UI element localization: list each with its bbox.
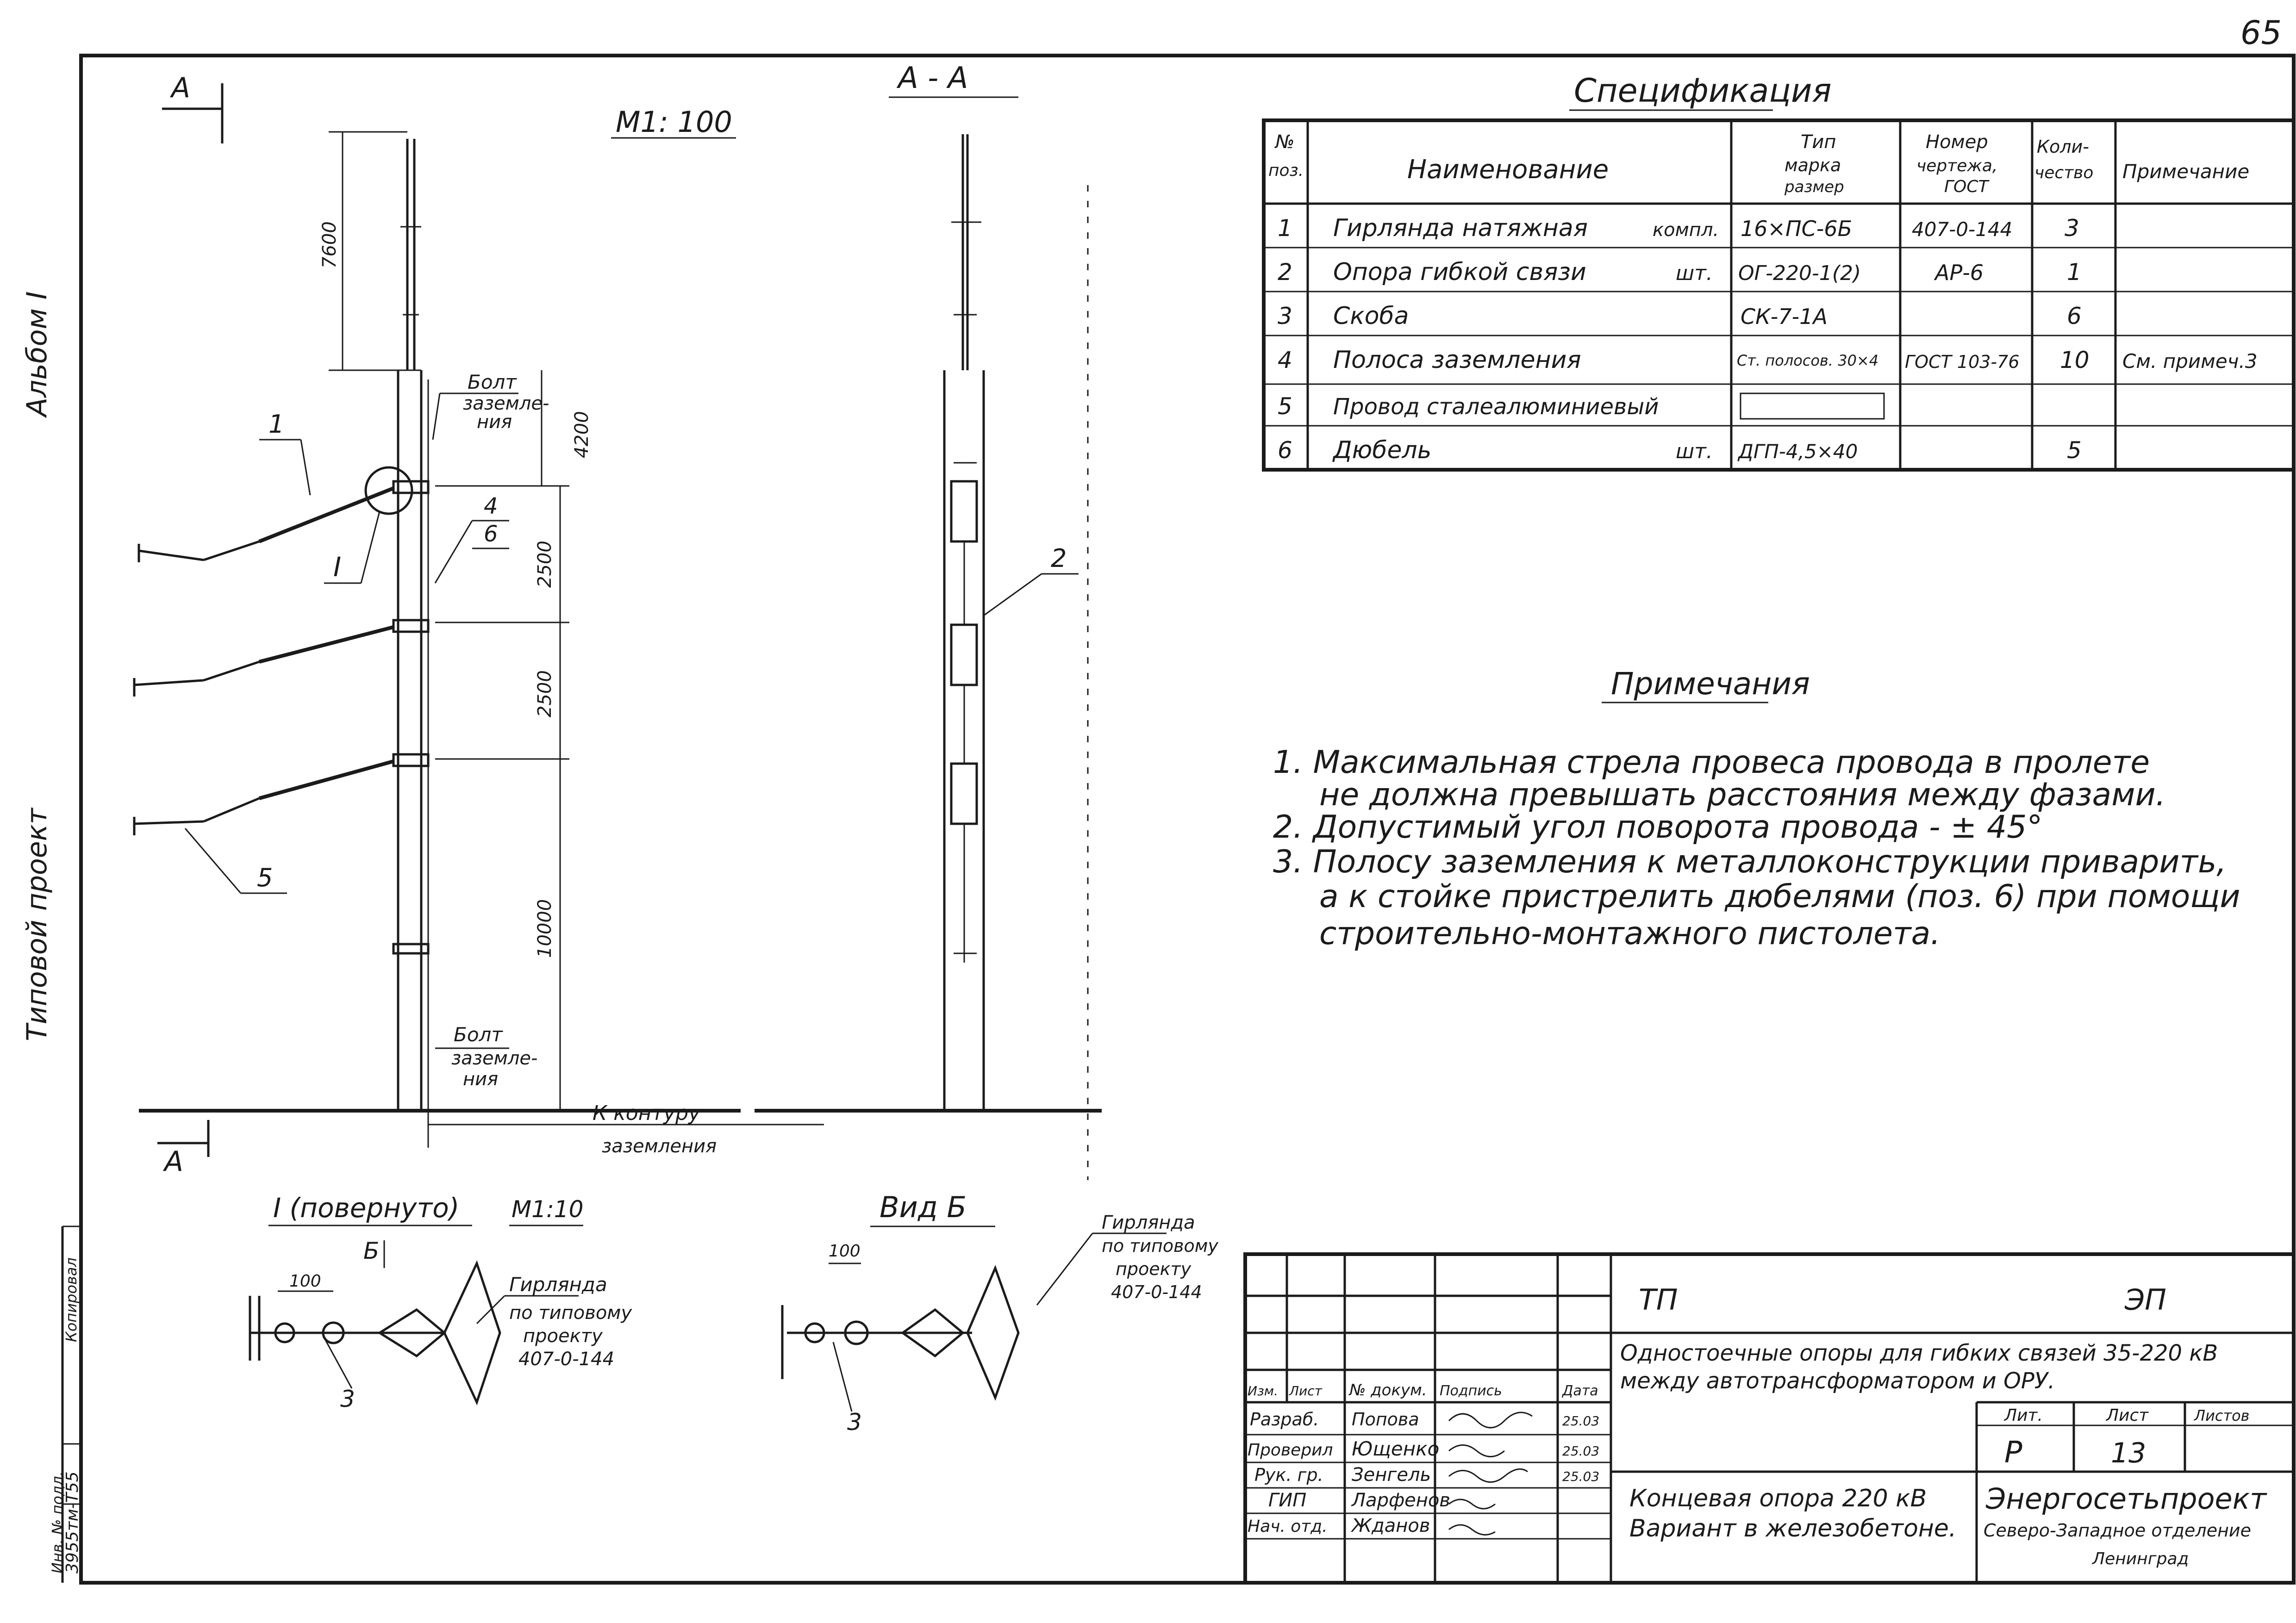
row5-name: Провод сталеалюминиевый — [1333, 394, 1659, 420]
view-b-callout-3: 3 — [847, 1409, 862, 1436]
bolt-top-3: ния — [477, 411, 512, 433]
notes — [1273, 666, 2240, 952]
note-line-4: 3. Полосу заземления к металлоконструкции приварить, — [1273, 844, 2227, 880]
row2-pos: 2 — [1278, 259, 1292, 286]
note-line-5: а к стойке пристрелить дюбелями (поз. 6) при помощи — [1319, 878, 2240, 915]
tb-role-4: ГИП — [1268, 1490, 1307, 1511]
detail-dim-100: 100 — [289, 1272, 321, 1291]
row1-pos: 1 — [1278, 215, 1292, 242]
row6-unit: шт. — [1676, 440, 1713, 463]
bolt-bot-3: ния — [463, 1069, 499, 1090]
row1-unit: компл. — [1653, 219, 1719, 241]
row3-qty: 6 — [2067, 303, 2082, 330]
tb-org-3: Ленинград — [2092, 1549, 2189, 1568]
row1-type: 16×ПС-6Б — [1741, 216, 1853, 241]
section-mark-top: А — [171, 72, 191, 104]
tb-col-sign: Подпись — [1440, 1383, 1502, 1399]
row1-name: Гирлянда натяжная — [1333, 214, 1588, 242]
album-label: Альбом I — [21, 291, 53, 417]
tb-sheet-label: Лист — [2106, 1406, 2149, 1425]
tb-sheet: 13 — [2111, 1437, 2146, 1469]
garland-middle — [134, 627, 393, 696]
note-line-6: строительно-монтажного пистолета. — [1319, 915, 1940, 952]
tb-date-3: 25.03 — [1562, 1469, 1600, 1484]
tb-col-doc: № докум. — [1349, 1381, 1427, 1399]
tb-name-1: Попова — [1352, 1409, 1419, 1430]
hdr-pos-1: № — [1275, 131, 1295, 153]
tb-date-2: 25.03 — [1562, 1443, 1600, 1459]
callout-detail-ref: I — [333, 551, 342, 583]
ground-label-1: К контуру — [593, 1101, 701, 1125]
title-block — [1245, 1254, 2294, 1583]
tb-code-right: ЭП — [2125, 1283, 2166, 1317]
tb-col-date: Дата — [1562, 1383, 1598, 1399]
tb-code-left: ТП — [1639, 1283, 1678, 1317]
hdr-draw-1: Номер — [1926, 131, 1988, 153]
row2-qty: 1 — [2067, 259, 2082, 286]
row4-name: Полоса заземления — [1333, 346, 1581, 374]
row4-note: См. примеч.3 — [2122, 350, 2258, 373]
row5-pos: 5 — [1278, 393, 1292, 420]
detail-garland-2: по типовому — [509, 1302, 632, 1324]
view-b-garland-2: по типовому — [1102, 1236, 1218, 1256]
callout-2: 2 — [1051, 544, 1067, 573]
row6-qty: 5 — [2067, 437, 2082, 464]
tb-org-2: Северо-Западное отделение — [1984, 1520, 2251, 1541]
detail-scale: М1:10 — [512, 1196, 584, 1223]
view-b-dim-100: 100 — [829, 1242, 861, 1261]
dim-10000: 10000 — [534, 899, 555, 958]
bolt-bot-1: Болт — [454, 1023, 503, 1046]
hdr-name: Наименование — [1407, 155, 1609, 185]
view-b-title: Вид Б — [880, 1190, 967, 1224]
spec-title: Спецификация — [1574, 72, 1832, 110]
tb-role-3: Рук. гр. — [1254, 1465, 1323, 1485]
tb-sheet-title-2: Вариант в железобетоне. — [1629, 1515, 1957, 1542]
garland-bottom — [134, 761, 393, 835]
callout-4: 4 — [484, 493, 498, 519]
section-view-a-a — [755, 61, 1102, 1111]
notes-title: Примечания — [1611, 666, 1810, 702]
view-b-garland-4: 407-0-144 — [1111, 1282, 1202, 1302]
row3-pos: 3 — [1278, 303, 1292, 330]
hdr-qty-1: Коли- — [2037, 137, 2089, 157]
detail-garland-4: 407-0-144 — [518, 1349, 615, 1370]
specification — [1264, 72, 2294, 470]
tb-sheets-label: Листов — [2194, 1407, 2250, 1424]
tb-role-1: Разраб. — [1250, 1409, 1319, 1430]
tb-name-2: Ющенко — [1352, 1437, 1440, 1460]
row4-pos: 4 — [1278, 347, 1292, 373]
spec-row — [1278, 393, 1884, 420]
row6-pos: 6 — [1278, 437, 1292, 464]
row2-type: ОГ-220-1(2) — [1738, 261, 1861, 285]
hdr-draw-2: чертежа, — [1916, 156, 1998, 175]
dim-4200: 4200 — [571, 411, 593, 458]
row2-name: Опора гибкой связи — [1333, 258, 1586, 286]
front-view — [134, 72, 824, 1178]
detail-callout-3: 3 — [340, 1386, 355, 1412]
section-mark-bottom: А — [164, 1145, 184, 1178]
scale-main: М1: 100 — [616, 105, 732, 139]
inventory-number: 3955тм-Т55 — [63, 1471, 82, 1573]
tb-org-1: Энергосетьпроект — [1986, 1482, 2267, 1516]
row2-unit: шт. — [1676, 261, 1713, 285]
tb-col-list: Лист — [1289, 1383, 1322, 1399]
spec-row — [1278, 346, 2258, 374]
detail-garland-3: проекту — [523, 1325, 603, 1347]
hdr-type-1: Тип — [1801, 131, 1836, 153]
tb-role-2: Проверил — [1248, 1441, 1333, 1460]
row3-type: СК-7-1А — [1741, 304, 1828, 329]
dim-7600: 7600 — [319, 221, 340, 268]
view-b — [782, 1190, 1218, 1436]
callout-6: 6 — [484, 521, 498, 547]
row6-type: ДГП-4,5×40 — [1738, 440, 1858, 463]
hdr-type-2: марка — [1784, 155, 1841, 175]
sheet-number: 65 — [2240, 14, 2282, 52]
row2-drawing: АР-6 — [1935, 260, 1984, 285]
hdr-qty-2: чество — [2034, 163, 2094, 182]
tb-project-name-1: Одностоечные опоры для гибких связей 35-220 кВ — [1620, 1340, 2218, 1366]
garland-top — [139, 467, 412, 562]
dim-2500-a: 2500 — [534, 541, 555, 588]
note-line-3: 2. Допустимый угол поворота провода - ± 45° — [1273, 809, 2043, 846]
callout-1: 1 — [268, 410, 285, 439]
section-title: А - А — [898, 61, 968, 95]
bolt-bot-2: заземле- — [451, 1048, 538, 1069]
detail-i — [250, 1192, 632, 1412]
hdr-draw-3: ГОСТ — [1944, 177, 1989, 196]
detail-title: I (повернуто) — [273, 1192, 460, 1224]
bolt-top-1: Болт — [468, 371, 517, 393]
row1-qty: 3 — [2065, 215, 2079, 242]
copy-label: Копировал — [62, 1257, 80, 1342]
tb-role-5: Нач. отд. — [1248, 1517, 1328, 1536]
inventory-label: Инв. № подл. — [49, 1471, 66, 1573]
detail-mark-b: Б — [363, 1237, 380, 1264]
side-strip — [21, 292, 82, 1583]
bolt-top-2: заземле- — [463, 393, 549, 414]
callout-5: 5 — [257, 863, 273, 892]
hdr-pos-2: поз. — [1268, 161, 1304, 180]
spec-row — [1278, 436, 2082, 464]
project-type-label: Типовой проект — [21, 808, 53, 1041]
tb-col-izm: Изм. — [1248, 1383, 1278, 1399]
hdr-note: Примечание — [2122, 160, 2250, 183]
dim-2500-b: 2500 — [534, 670, 555, 717]
row4-type: Ст. полосов. 30×4 — [1737, 352, 1879, 369]
tb-sheet-title-1: Концевая опора 220 кВ — [1629, 1485, 1927, 1512]
spec-row — [1278, 214, 2079, 242]
tb-name-4: Ларфенов — [1352, 1490, 1450, 1511]
tb-stage-label: Лит. — [2004, 1406, 2043, 1425]
row4-drawing: ГОСТ 103-76 — [1905, 352, 2020, 372]
row4-qty: 10 — [2060, 347, 2090, 373]
hdr-type-3: размер — [1784, 178, 1844, 196]
ground-label-2: заземления — [602, 1136, 717, 1157]
tb-name-3: Зенгель — [1352, 1464, 1431, 1486]
row1-drawing: 407-0-144 — [1912, 218, 2013, 241]
tb-name-5: Жданов — [1352, 1515, 1430, 1536]
spec-row — [1278, 302, 2082, 330]
row6-name: Дюбель — [1333, 436, 1432, 464]
view-b-garland-1: Гирлянда — [1102, 1212, 1195, 1233]
note-line-1: 1. Максимальная стрела провеса провода в пролете — [1273, 744, 2150, 781]
note-line-2: не должна превышать расстояния между фазами. — [1319, 777, 2166, 813]
tb-project-name-2: между автотрансформатором и ОРУ. — [1620, 1368, 2055, 1394]
detail-garland-1: Гирлянда — [509, 1273, 607, 1296]
tb-stage: Р — [2004, 1436, 2022, 1470]
spec-row — [1278, 258, 2082, 286]
row3-name: Скоба — [1333, 302, 1409, 330]
tb-date-1: 25.03 — [1562, 1413, 1600, 1429]
view-b-garland-3: проекту — [1116, 1259, 1192, 1279]
